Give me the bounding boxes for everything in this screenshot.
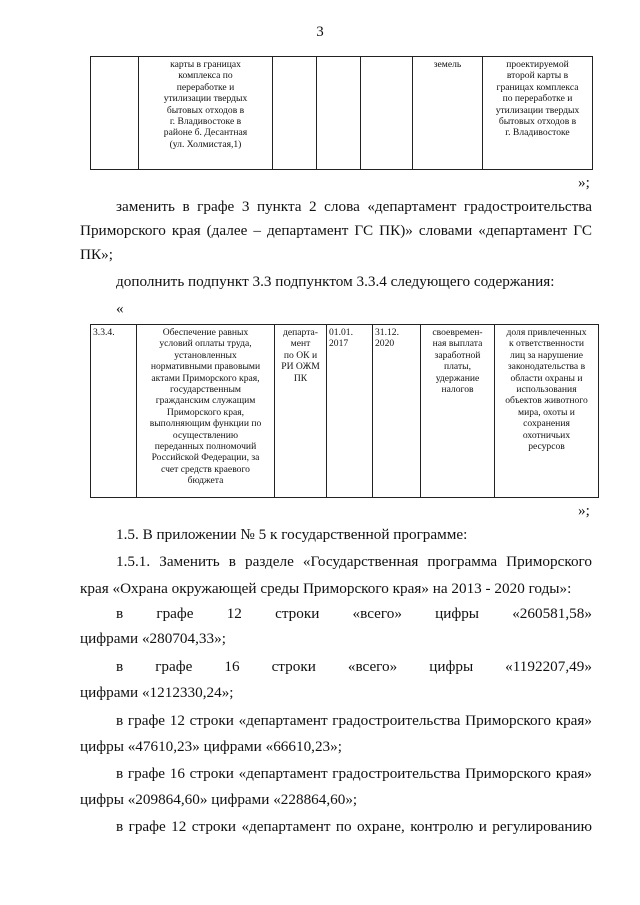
table2-cell-end: 31.12. 2020 bbox=[373, 325, 421, 498]
para-add-subpoint: дополнить подпункт 3.3 подпунктом 3.3.4 следующего содержания: bbox=[116, 273, 555, 290]
subpoint-3-3-4-table bbox=[90, 324, 599, 498]
table2-cell-executor: департа- мент по ОК и РИ ОЖМ ПК bbox=[275, 325, 327, 498]
table1-cell-num bbox=[91, 57, 139, 170]
table2-cell-description: Обеспечение равных условий оплаты труда, установленных нормативными правовыми актами Приморского края, государственным гражданским служащим Приморского края, выполняющим функции по осуществлению переданных полномочий Российской Федерации, за счет средств краевого бюджета bbox=[137, 325, 275, 498]
section-1-5-1-line1: 1.5.1. Заменить в разделе «Государственная программа Приморского bbox=[116, 553, 592, 570]
replace-dept-gs-12-line2: цифры «47610,23» цифрами «66610,23»; bbox=[80, 738, 342, 755]
table2-cell-indicator: доля привлеченных к ответственности лиц за нарушение законодательства в области охраны и использования объектов животного мира, охоты и сохранения охотничьих ресурсов bbox=[495, 325, 599, 498]
table1-cell-result: земель bbox=[413, 57, 483, 170]
continuation-table bbox=[90, 56, 593, 170]
replace-dept-gs-16-line1: в графе 16 строки «департамент градостроительства Приморского края» bbox=[116, 765, 592, 782]
page-number: 3 bbox=[316, 24, 324, 40]
table2-cell-start: 01.01. 2017 bbox=[327, 325, 373, 498]
table1-cell-start bbox=[317, 57, 361, 170]
table1-cell-executor bbox=[273, 57, 317, 170]
para-replace-graph3-line1: заменить в графе 3 пункта 2 слова «департамент градостроительства bbox=[116, 198, 592, 215]
table2-cell-num: 3.3.4. bbox=[91, 325, 137, 498]
para-replace-graph3-line3: ПК»; bbox=[80, 246, 113, 263]
replace-total-16-line2: цифрами «1212330,24»; bbox=[80, 684, 234, 701]
table1-cell-description: карты в границах комплекса по переработке и утилизации твердых бытовых отходов в г. Владивостоке в районе б. Десантная (ул. Холмистая,1) bbox=[139, 57, 273, 170]
table1-cell-end bbox=[361, 57, 413, 170]
replace-total-12-line1: в графе 12 строки «всего» цифры «260581,58» bbox=[116, 605, 592, 622]
table2-cell-result: своевремен- ная выплата заработной платы, удержание налогов bbox=[421, 325, 495, 498]
replace-dept-gs-12-line1: в графе 12 строки «департамент градостроительства Приморского края» bbox=[116, 712, 592, 729]
closing-quote-2: »; bbox=[578, 502, 590, 519]
table1-cell-indicator: проектируемой второй карты в границах комплекса по переработке и утилизации твердых бытовых отходов в г. Владивостоке bbox=[483, 57, 593, 170]
section-1-5: 1.5. В приложении № 5 к государственной программе: bbox=[116, 526, 468, 543]
opening-quote: « bbox=[116, 300, 124, 317]
replace-dept-gs-16-line2: цифры «209864,60» цифрами «228864,60»; bbox=[80, 791, 358, 808]
replace-total-12-line2: цифрами «280704,33»; bbox=[80, 630, 226, 647]
replace-total-16-line1: в графе 16 строки «всего» цифры «1192207,49» bbox=[116, 658, 592, 675]
para-replace-graph3-line2: Приморского края (далее – департамент ГС ПК)» словами «департамент ГС bbox=[80, 222, 592, 239]
closing-quote-1: »; bbox=[578, 174, 590, 191]
section-1-5-1-line2: края «Охрана окружающей среды Приморского края» на 2013 - 2020 годы»: bbox=[80, 580, 572, 597]
replace-dept-ok-12-line1: в графе 12 строки «департамент по охране, контролю и регулированию bbox=[116, 818, 592, 835]
